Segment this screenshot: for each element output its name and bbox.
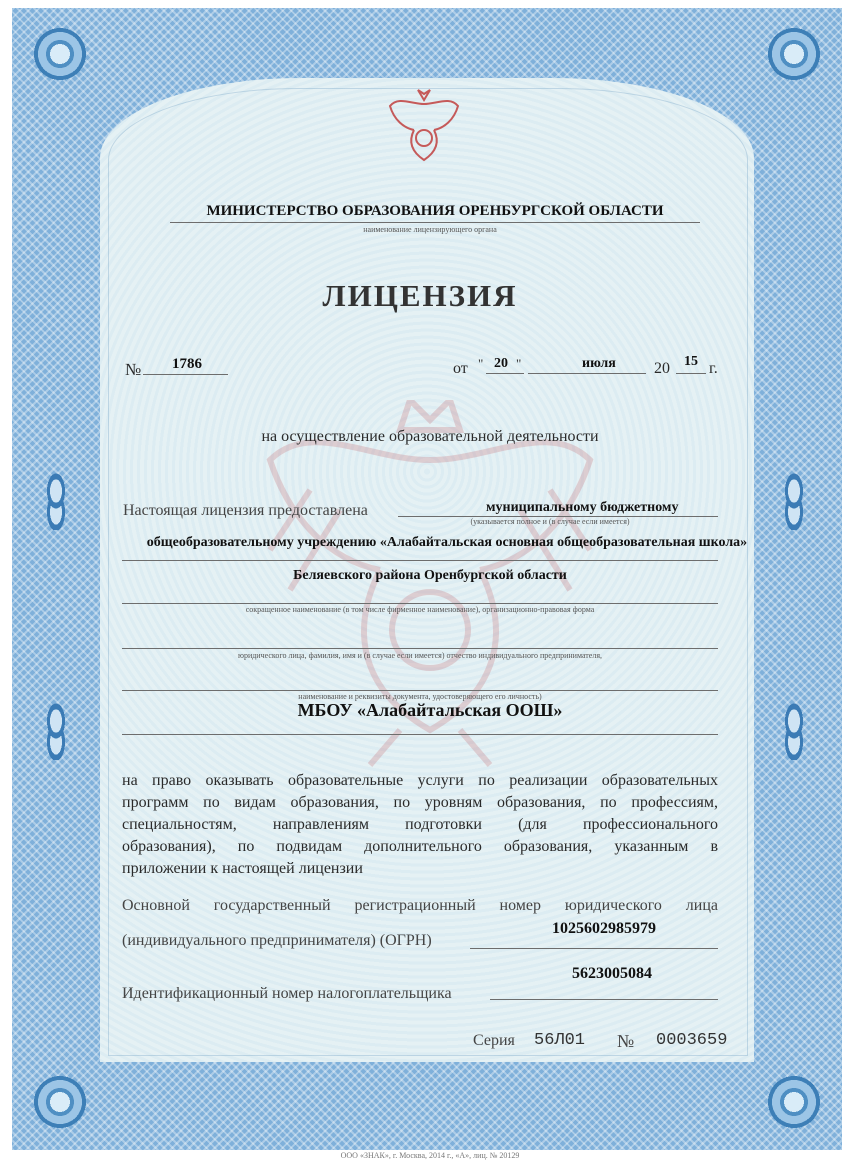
grantee-underline-6 [122, 734, 718, 735]
inn-value: 5623005084 [572, 965, 652, 982]
date-day: 20 [494, 356, 508, 371]
grantee-underline-2 [122, 560, 718, 561]
grantee-label: Настоящая лицензия предоставлена [123, 502, 368, 519]
grantee-hint-4: наименование и реквизиты документа, удостоверяющего его личность) [298, 692, 542, 701]
ministry-name: МИНИСТЕРСТВО ОБРАЗОВАНИЯ ОРЕНБУРГСКОЙ ОБЛАСТИ [206, 203, 664, 219]
license-number: 1786 [172, 356, 202, 372]
date-year-suffix: 15 [684, 354, 698, 369]
rights-line: программ по видам образования, по уровням образования, по профессиям, [122, 794, 718, 811]
number-label: № [125, 360, 142, 379]
rights-line: образования), по подвидам дополнительного образования, указанным в [122, 838, 718, 855]
ministry-underline [170, 222, 700, 223]
knot-ornament-icon [774, 470, 814, 530]
series-value: 56Л01 [534, 1031, 586, 1050]
rights-line: на право оказывать образовательные услуги по реализации образовательных [122, 772, 718, 789]
ogrn-value: 1025602985979 [552, 920, 656, 937]
date-year-label: г. [709, 360, 718, 377]
date-from-label: от [453, 360, 468, 377]
corner-ornament-icon [20, 1062, 100, 1142]
document-title: ЛИЦЕНЗИЯ [322, 278, 518, 313]
coat-of-arms-icon [384, 86, 464, 166]
month-underline [528, 373, 646, 374]
grantee-line-2: общеобразовательному учреждению «Алабайтальская основная общеобразовательная школа» [146, 535, 748, 550]
ministry-hint: наименование лицензирующего органа [363, 225, 497, 234]
knot-ornament-icon [36, 470, 76, 530]
grantee-line-1: муниципальному бюджетному [486, 500, 679, 515]
date-quote-open: " [478, 356, 484, 371]
grantee-line-3: Беляевского района Оренбургской области [293, 568, 567, 583]
date-quote-close: " [516, 356, 522, 371]
rights-line: приложении к настоящей лицензии [122, 860, 363, 877]
grantee-short-name: МБОУ «Алабайтальская ООШ» [297, 700, 563, 720]
year-underline [676, 373, 706, 374]
knot-ornament-icon [774, 700, 814, 760]
inn-label: Идентификационный номер налогоплательщика [122, 985, 452, 1002]
date-year-prefix: 20 [654, 360, 670, 377]
printer-imprint: ООО «ЗНАК», г. Москва, 2014 г., «А», лиц. № 20129 [340, 1151, 520, 1160]
day-underline [486, 373, 524, 374]
corner-ornament-icon [20, 14, 100, 94]
corner-ornament-icon [754, 14, 834, 94]
rights-line: специальностям, направлениям подготовки (для профессионального [122, 816, 718, 833]
date-month: июля [582, 356, 616, 371]
inn-underline [490, 999, 718, 1000]
grantee-hint-2: сокращенное наименование (в том числе фирменное наименование), организационно-правовая форма [245, 605, 595, 614]
series-number-label: № [617, 1031, 635, 1051]
corner-ornament-icon [754, 1062, 834, 1142]
grantee-hint-3: юридического лица, фамилия, имя и (в случае если имеется) отчество индивидуального предпринимателя, [237, 651, 603, 660]
knot-ornament-icon [36, 700, 76, 760]
series-number: 0003659 [656, 1031, 728, 1050]
number-underline [143, 374, 228, 375]
ogrn-underline [470, 948, 718, 949]
ogrn-label-line-1: Основной государственный регистрационный номер юридического лица [122, 897, 718, 914]
grantee-underline-3 [122, 603, 718, 604]
grantee-hint-1: (указывается полное и (в случае если имеется) [470, 517, 630, 526]
grantee-underline-4 [122, 648, 718, 649]
series-label: Серия [473, 1032, 515, 1049]
grantee-underline-5 [122, 690, 718, 691]
ogrn-label-line-2: (индивидуального предпринимателя) (ОГРН) [122, 932, 432, 949]
license-purpose: на осуществление образовательной деятельности [261, 428, 599, 445]
